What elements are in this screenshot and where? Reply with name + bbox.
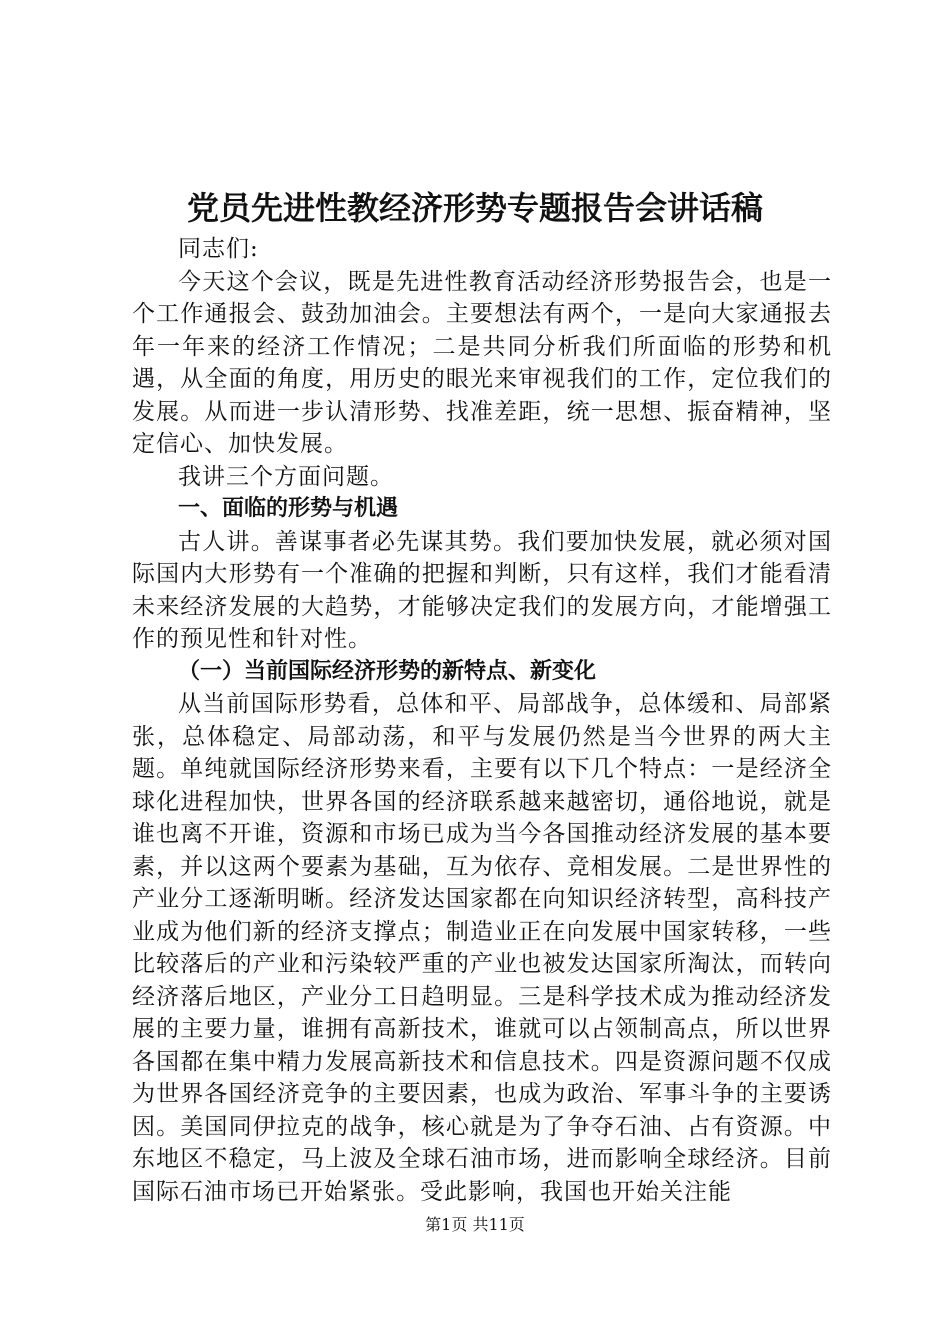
outline-paragraph: 我讲三个方面问题。 (178, 463, 394, 490)
subsection-heading-1: （一）当前国际经济形势的新特点、新变化 (178, 658, 597, 684)
greeting: 同志们: (178, 236, 259, 262)
document-title: 党员先进性教经济形势专题报告会讲话稿 (186, 189, 763, 227)
subsection-1-paragraph: 从当前国际形势看，总体和平、局部战争，总体缓和、局部紧张，总体稳定、局部动荡，和平与发展仍然是当今世界的两大主题。单纯就国际经济形势来看，主要有以下几个特点：一是经济全球化进程加快，世界各国的经济联系越来越密切，通俗地说，就是谁也离不开谁，资源和市场已成为当今各国推动经济发展的基本要素，并以这两个要素为基础，互为依存、竞相发展。二是世界性的产业分工逐渐明晰。经济发达国家都在向知识经济转型，高科技产业成为他们新的经济支撑点；制造业正在向发展中国家转移，一些比较落后的产业和污染较严重的产业也被发达国家所淘汰，而转向经济落后地区，产业分工日趋明显。三是科学技术成为推动经济发展的主要力量，谁拥有高新技术，谁就可以占领制高点，所以世界各国都在集中精力发展高新技术和信息技术。四是资源问题不仅成为世界各国经济竞争的主要因素，也成为政治、军事斗争的主要诱因。美国同伊拉克的战争，核心就是为了争夺石油、占有资源。中东地区不稳定，马上波及全球石油市场，进而影响全球经济。目前国际石油市场已开始紧张。受此影响，我国也开始关注能 (132, 691, 832, 1205)
section-1-paragraph: 古人讲。善谋事者必先谋其势。我们要加快发展，就必须对国际国内大形势有一个准确的把握和判断，只有这样，我们才能看清未来经济发展的大趋势，才能够决定我们的发展方向，才能增强工作的预见性和针对性。 (132, 528, 832, 652)
document-body (132, 233, 832, 1208)
intro-paragraph: 今天这个会议，既是先进性教育活动经济形势报告会，也是一个工作通报会、鼓劲加油会。主要想法有两个，一是向大家通报去年一年来的经济工作情况；二是共同分析我们所面临的形势和机遇，从全面的角度，用历史的眼光来审视我们的工作，定位我们的发展。从而进一步认清形势、找准差距，统一思想、振奋精神，坚定信心、加快发展。 (132, 268, 832, 457)
section-heading-1: 一、面临的形势与机遇 (178, 496, 399, 521)
page-number-footer: 第1页 共11页 (425, 1215, 525, 1234)
